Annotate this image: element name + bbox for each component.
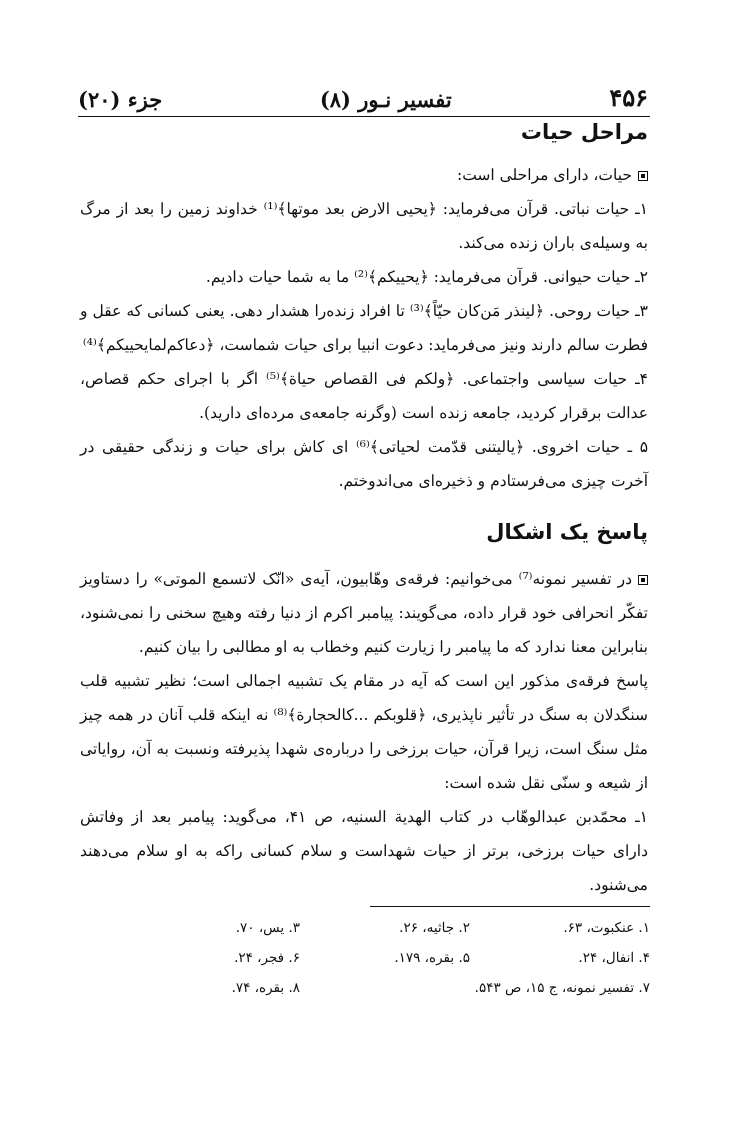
- footnote-row-1: [200, 920, 650, 946]
- answer-paragraph-1-text: در تفسیر نمونه⁽⁷⁾ می‌خوانیم: فرقه‌ی وهّابیون، آیه‌ی «انّک لاتسمع الموتی» را دستاویز تفکّر انحرافی خود قرار داده، می‌گویند: پیامبر اکرم از دنیا رفته وهیچ سخنی را نمی‌شنود، بنابراین معنا ندارد که ما پیامبر را زیارت کنیم وخطاب به او مطالبی را بیان کنیم.: [80, 570, 648, 656]
- answer-paragraph-2: پاسخ فرقه‌ی مذکور این است که آیه در مقام یک تشبیه اجمالی است؛ نظیر تشبیه قلب سنگدلان به سنگ در تأثیر ناپذیری، ﴿قلوبکم ...کالحجارة﴾⁽⁸⁾ نه اینکه قلب آنان در همه چیز مثل سنگ است، زیرا قرآن، حیات برزخی را درباره‌ی شهدا پذیرفته ونسبت به آن، روایاتی از شیعه و سنّی نقل شده است:: [80, 672, 648, 792]
- footnote-1: ۱. عنکبوت، ۶۳.: [563, 920, 650, 936]
- footnote-4: ۴. انفال، ۲۴.: [578, 950, 650, 966]
- book-title: تفسیر نـور (۸): [319, 87, 452, 112]
- page-header: [78, 80, 648, 112]
- intro-text: حیات، دارای مراحلی است:: [456, 166, 632, 184]
- footnote-2: ۲. جاثیه، ۲۶.: [399, 920, 470, 936]
- footnote-divider: [370, 906, 650, 907]
- footnote-5: ۵. بقره، ۱۷۹.: [394, 950, 470, 966]
- footnote-row-2: [200, 950, 650, 976]
- footnote-3: ۳. یس، ۷۰.: [235, 920, 300, 936]
- part-label: جزء (۲۰): [78, 87, 163, 112]
- footnote-8: ۸. بقره، ۷۴.: [231, 980, 300, 996]
- section-title-stages-of-life: مراحل حیات: [520, 120, 648, 144]
- answer-item-1: ۱ـ محمّدبن عبدالوهّاب در کتاب الهدیة السنیه، ص ۴۱، می‌گوید: پیامبر بعد از وفاتش دارای حیات برزخی، برتر از حیات شهداست و سلام کسانی راکه به او سلام می‌دهند می‌شنود.: [80, 808, 648, 894]
- header-divider: [78, 116, 650, 117]
- stage-item-5: ۵ ـ حیات اخروی. ﴿یالیتنی قدّمت لحیاتی﴾⁽⁶⁾ ای کاش برای حیات و زندگی حقیقی در آخرت چیزی می‌فرستادم و ذخیره‌ای می‌اندوختم.: [80, 438, 649, 490]
- stage-item-1: ۱ـ حیات نباتی. قرآن می‌فرماید: ﴿یحیی الارض بعد موتها﴾⁽¹⁾ خداوند زمین را بعد از مرگ به وسیله‌ی باران زنده می‌کند.: [80, 200, 648, 252]
- stage-item-2: ۲ـ حیات حیوانی. قرآن می‌فرماید: ﴿یحییکم﴾⁽²⁾ ما به شما حیات دادیم.: [205, 268, 648, 286]
- footnote-6: ۶. فجر، ۲۴.: [234, 950, 300, 966]
- footnote-row-3: [200, 980, 650, 1006]
- page-number: ۴۵۶: [609, 83, 648, 112]
- stage-item-4: ۴ـ حیات سیاسی واجتماعی. ﴿ولکم فی القصاص حیاة﴾⁽⁵⁾ اگر با اجرای حکم قصاص، عدالت برقرار کردید، جامعه زنده است (وگرنه جامعه‌ی مرده‌ای دارید).: [80, 370, 648, 422]
- square-bullet-icon: [638, 575, 648, 585]
- footnote-7: ۷. تفسیر نمونه، ج ۱۵، ص ۵۴۳.: [474, 980, 650, 996]
- stage-item-3: ۳ـ حیات روحی. ﴿لینذر مَن‌کان حیّاً﴾⁽³⁾ تا افراد زنده‌را هشدار دهی. یعنی کسانی که عقل و فطرت سالم دارند ونیز می‌فرماید: دعوت انبیا برای حیات شماست، ﴿دعاکم‌لما‌یحییکم﴾⁽⁴⁾: [80, 302, 648, 354]
- answer-paragraph-1: [80, 562, 648, 664]
- section1-intro: [80, 158, 648, 192]
- section-title-answer: پاسخ یک اشکال: [486, 520, 648, 544]
- square-bullet-icon: [638, 171, 648, 181]
